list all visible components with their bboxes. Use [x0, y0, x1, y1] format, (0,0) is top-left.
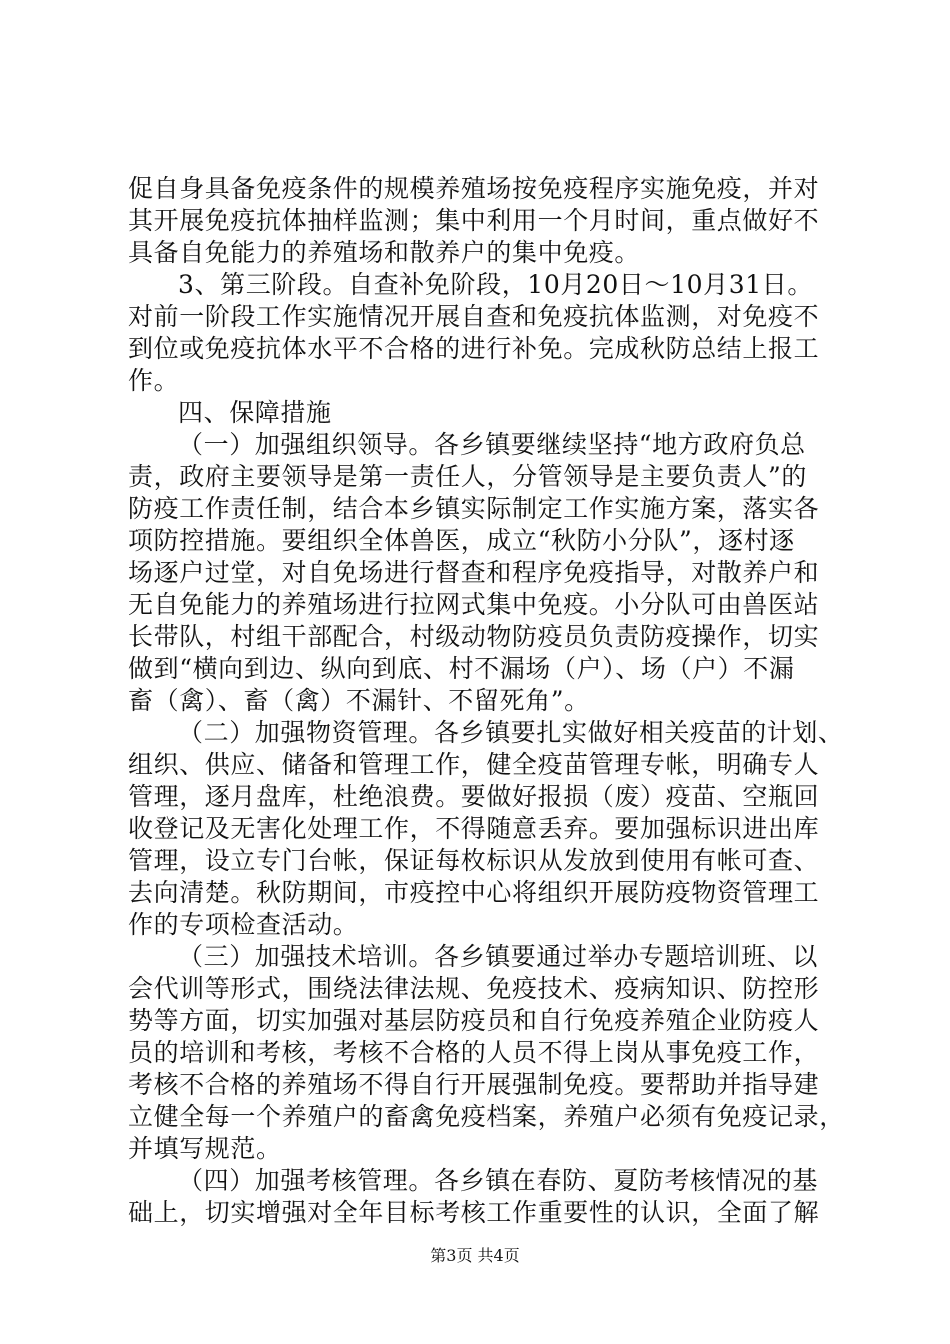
text-line: 长带队，村组干部配合，村级动物防疫员负责防疫操作，切实	[128, 622, 820, 651]
text-line: 3、第三阶段。自查补免阶段，10月20日～10月31日。	[178, 270, 813, 299]
page-footer	[0, 1246, 950, 1266]
text-line: 场逐户过堂，对自免场进行督查和程序免疫指导，对散养户和	[128, 558, 820, 587]
text-line: 员的培训和考核，考核不合格的人员不得上岗从事免疫工作，	[128, 1038, 820, 1067]
text-line: 势等方面，切实加强对基层防疫员和自行免疫养殖企业防疫人	[128, 1006, 820, 1035]
text-line: 畜（禽）、畜（禽）不漏针、不留死角”。	[128, 686, 590, 715]
text-line: 促自身具备免疫条件的规模养殖场按免疫程序实施免疫，并对	[128, 174, 820, 203]
text-line: 立健全每一个养殖户的畜禽免疫档案，养殖户必须有免疫记录，	[128, 1102, 845, 1131]
text-line: 收登记及无害化处理工作，不得随意丢弃。要加强标识进出库	[128, 814, 820, 843]
text-line: 管理，设立专门台帐，保证每枚标识从发放到使用有帐可查、	[128, 846, 820, 875]
text-line: 项防控措施。要组织全体兽医，成立“秋防小分队”，逐村逐	[128, 526, 795, 555]
text-line: 到位或免疫抗体水平不合格的进行补免。完成秋防总结上报工	[128, 334, 820, 363]
text-line: 做到“横向到边、纵向到底、村不漏场（户）、场（户）不漏	[128, 654, 795, 683]
text-line: 其开展免疫抗体抽样监测；集中利用一个月时间，重点做好不	[128, 206, 820, 235]
text-line: 会代训等形式，围绕法律法规、免疫技术、疫病知识、防控形	[128, 974, 820, 1003]
page-number: 第3页 共4页	[430, 1246, 520, 1265]
text-line: 具备自免能力的养殖场和散养户的集中免疫。	[128, 238, 641, 267]
text-line: （二）加强物资管理。各乡镇要扎实做好相关疫苗的计划、	[178, 718, 844, 747]
text-line: 组织、供应、储备和管理工作，健全疫苗管理专帐，明确专人	[128, 750, 820, 779]
text-line: 并填写规范。	[128, 1134, 282, 1163]
text-line: 去向清楚。秋防期间，市疫控中心将组织开展防疫物资管理工	[128, 878, 820, 907]
text-line: 作。	[128, 366, 180, 395]
text-line: 防疫工作责任制，结合本乡镇实际制定工作实施方案，落实各	[128, 494, 820, 523]
text-line: 础上，切实增强对全年目标考核工作重要性的认识，全面了解	[128, 1198, 820, 1227]
text-line: 作的专项检查活动。	[128, 910, 359, 939]
text-line: （三）加强技术培训。各乡镇要通过举办专题培训班、以	[178, 942, 819, 971]
section-heading: 四、保障措施	[178, 398, 332, 427]
text-line: （四）加强考核管理。各乡镇在春防、夏防考核情况的基	[178, 1166, 819, 1195]
text-line: 责，政府主要领导是第一责任人，分管领导是主要负责人”的	[128, 462, 807, 491]
text-line: （一）加强组织领导。各乡镇要继续坚持“地方政府负总	[178, 430, 806, 459]
text-line: 考核不合格的养殖场不得自行开展强制免疫。要帮助并指导建	[128, 1070, 820, 1099]
text-line: 管理，逐月盘库，杜绝浪费。要做好报损（废）疫苗、空瓶回	[128, 782, 820, 811]
document-body	[128, 173, 845, 1229]
text-line: 无自免能力的养殖场进行拉网式集中免疫。小分队可由兽医站	[128, 590, 820, 619]
text-line: 对前一阶段工作实施情况开展自查和免疫抗体监测，对免疫不	[128, 302, 820, 331]
